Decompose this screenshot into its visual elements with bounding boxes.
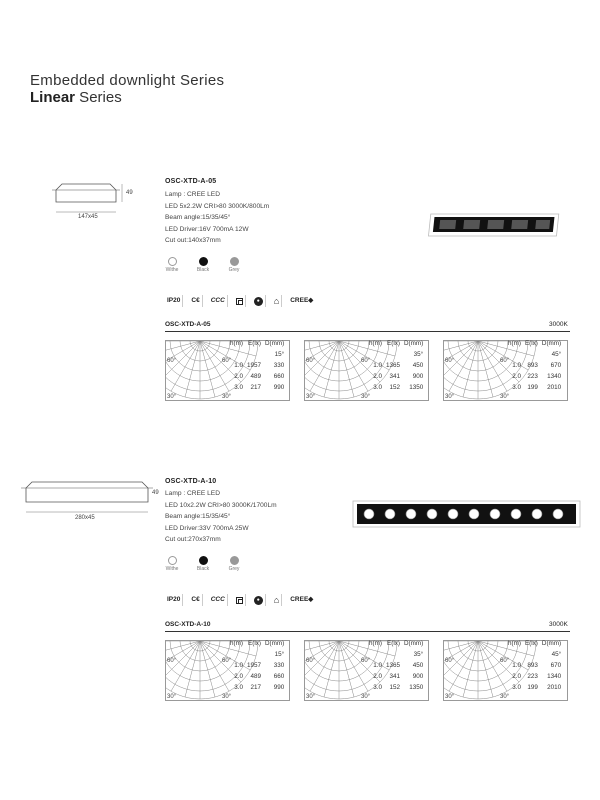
color-label-black-1: Black bbox=[196, 267, 210, 273]
cree-logo-icon: CREE◆ bbox=[290, 297, 314, 304]
dim-width-1: 147x45 bbox=[78, 214, 98, 220]
color-swatch-black-1 bbox=[199, 257, 208, 266]
angle-label-right-bottom: 30° bbox=[222, 694, 232, 700]
ce-mark-icon: C€ bbox=[189, 295, 202, 307]
series-title: Embedded downlight Series bbox=[30, 72, 225, 89]
ce-mark-icon: C€ bbox=[189, 594, 202, 606]
product-specs-2: Lamp : CREE LED LED 10x2.2W CRI>80 3000K/1700Lm Beam angle:15/35/45° LED Driver:33V 700mA 25W Cut out:270x37mm bbox=[165, 490, 277, 543]
house-icon: ⌂ bbox=[272, 295, 282, 307]
color-swatch-white-2 bbox=[168, 556, 177, 565]
angle-label-right-top: 60° bbox=[500, 358, 510, 364]
section-cct-2: 3000K bbox=[549, 621, 568, 628]
photometric-table: h(m) E(lx) D(mm) 15° 1.0 1957 330 2.0 489 660 3.0 217 990 bbox=[230, 640, 285, 691]
angle-label-right-top: 60° bbox=[361, 358, 371, 364]
color-label-white-2: Withe bbox=[165, 566, 179, 572]
color-swatch-white-1 bbox=[168, 257, 177, 266]
angle-label-right-bottom: 30° bbox=[361, 694, 371, 700]
angle-label-left-top: 60° bbox=[306, 658, 316, 664]
double-insulation-icon bbox=[234, 594, 246, 606]
dim-height-1: 49 bbox=[126, 190, 133, 196]
product-photo-1 bbox=[425, 212, 563, 240]
angle-label-right-top: 60° bbox=[361, 658, 371, 664]
product-code-1: OSC-XTD-A-05 bbox=[165, 178, 217, 185]
angle-label-left-top: 60° bbox=[167, 358, 177, 364]
angle-label-left-bottom: 30° bbox=[306, 394, 316, 400]
angle-label-right-top: 60° bbox=[222, 658, 232, 664]
angle-label-left-top: 60° bbox=[445, 358, 455, 364]
certification-row-2 bbox=[165, 594, 315, 606]
photometric-table: h(m) E(lx) D(mm) 45° 1.0 893 670 2.0 223 1340 3.0 199 2010 bbox=[508, 640, 562, 691]
section-code-1: OSC-XTD-A-05 bbox=[165, 321, 211, 328]
angle-label-left-bottom: 30° bbox=[167, 694, 177, 700]
angle-label-right-top: 60° bbox=[222, 358, 232, 364]
house-icon: ⌂ bbox=[272, 594, 282, 606]
angle-label-right-bottom: 30° bbox=[500, 694, 510, 700]
angle-label-right-bottom: 30° bbox=[361, 394, 371, 400]
section-divider-2 bbox=[165, 631, 570, 632]
angle-label-right-bottom: 30° bbox=[500, 394, 510, 400]
photometric-table: h(m) E(lx) D(mm) 45° 1.0 893 670 2.0 223 1340 3.0 199 2010 bbox=[508, 340, 562, 391]
ccc-mark-icon: CCC bbox=[209, 594, 228, 606]
section-divider-1 bbox=[165, 331, 570, 332]
angle-label-left-top: 60° bbox=[167, 658, 177, 664]
color-label-white-1: Withe bbox=[165, 267, 179, 273]
color-swatch-grey-1 bbox=[230, 257, 239, 266]
photometric-table: h(m) E(lx) D(mm) 35° 1.0 1365 450 2.0 341 900 3.0 152 1350 bbox=[369, 340, 424, 391]
product-specs-1: Lamp : CREE LED LED 5x2.2W CRI>80 3000K/800Lm Beam angle:15/35/45° LED Driver:16V 700mA 12W Cut out:140x37mm bbox=[165, 191, 270, 244]
section-cct-1: 3000K bbox=[549, 321, 568, 328]
led-driver-icon: ● bbox=[252, 295, 266, 307]
angle-label-left-top: 60° bbox=[445, 658, 455, 664]
color-swatch-grey-2 bbox=[230, 556, 239, 565]
color-swatch-black-2 bbox=[199, 556, 208, 565]
angle-label-left-bottom: 30° bbox=[167, 394, 177, 400]
angle-label-left-bottom: 30° bbox=[445, 394, 455, 400]
ip20-badge: IP20 bbox=[165, 594, 183, 606]
certification-row-1 bbox=[165, 295, 315, 307]
angle-label-left-bottom: 30° bbox=[445, 694, 455, 700]
photometric-table: h(m) E(lx) D(mm) 35° 1.0 1365 450 2.0 341 900 3.0 152 1350 bbox=[369, 640, 424, 691]
angle-label-left-bottom: 30° bbox=[306, 694, 316, 700]
color-label-black-2: Black bbox=[196, 566, 210, 572]
cree-logo-icon: CREE◆ bbox=[290, 596, 314, 603]
color-label-grey-2: Grey bbox=[228, 566, 240, 572]
photometric-table: h(m) E(lx) D(mm) 15° 1.0 1957 330 2.0 489 660 3.0 217 990 bbox=[230, 340, 285, 391]
ccc-mark-icon: CCC bbox=[209, 295, 228, 307]
led-driver-icon: ● bbox=[252, 594, 266, 606]
dim-height-2: 49 bbox=[152, 490, 159, 496]
color-label-grey-1: Grey bbox=[228, 267, 240, 273]
section-code-2: OSC-XTD-A-10 bbox=[165, 621, 211, 628]
angle-label-left-top: 60° bbox=[306, 358, 316, 364]
product-photo-2 bbox=[352, 500, 582, 528]
ip20-badge: IP20 bbox=[165, 295, 183, 307]
double-insulation-icon bbox=[234, 295, 246, 307]
angle-label-right-top: 60° bbox=[500, 658, 510, 664]
angle-label-right-bottom: 30° bbox=[222, 394, 232, 400]
dim-width-2: 280x45 bbox=[75, 515, 95, 521]
series-subtitle: Linear Series bbox=[30, 89, 122, 106]
product-code-2: OSC-XTD-A-10 bbox=[165, 478, 217, 485]
